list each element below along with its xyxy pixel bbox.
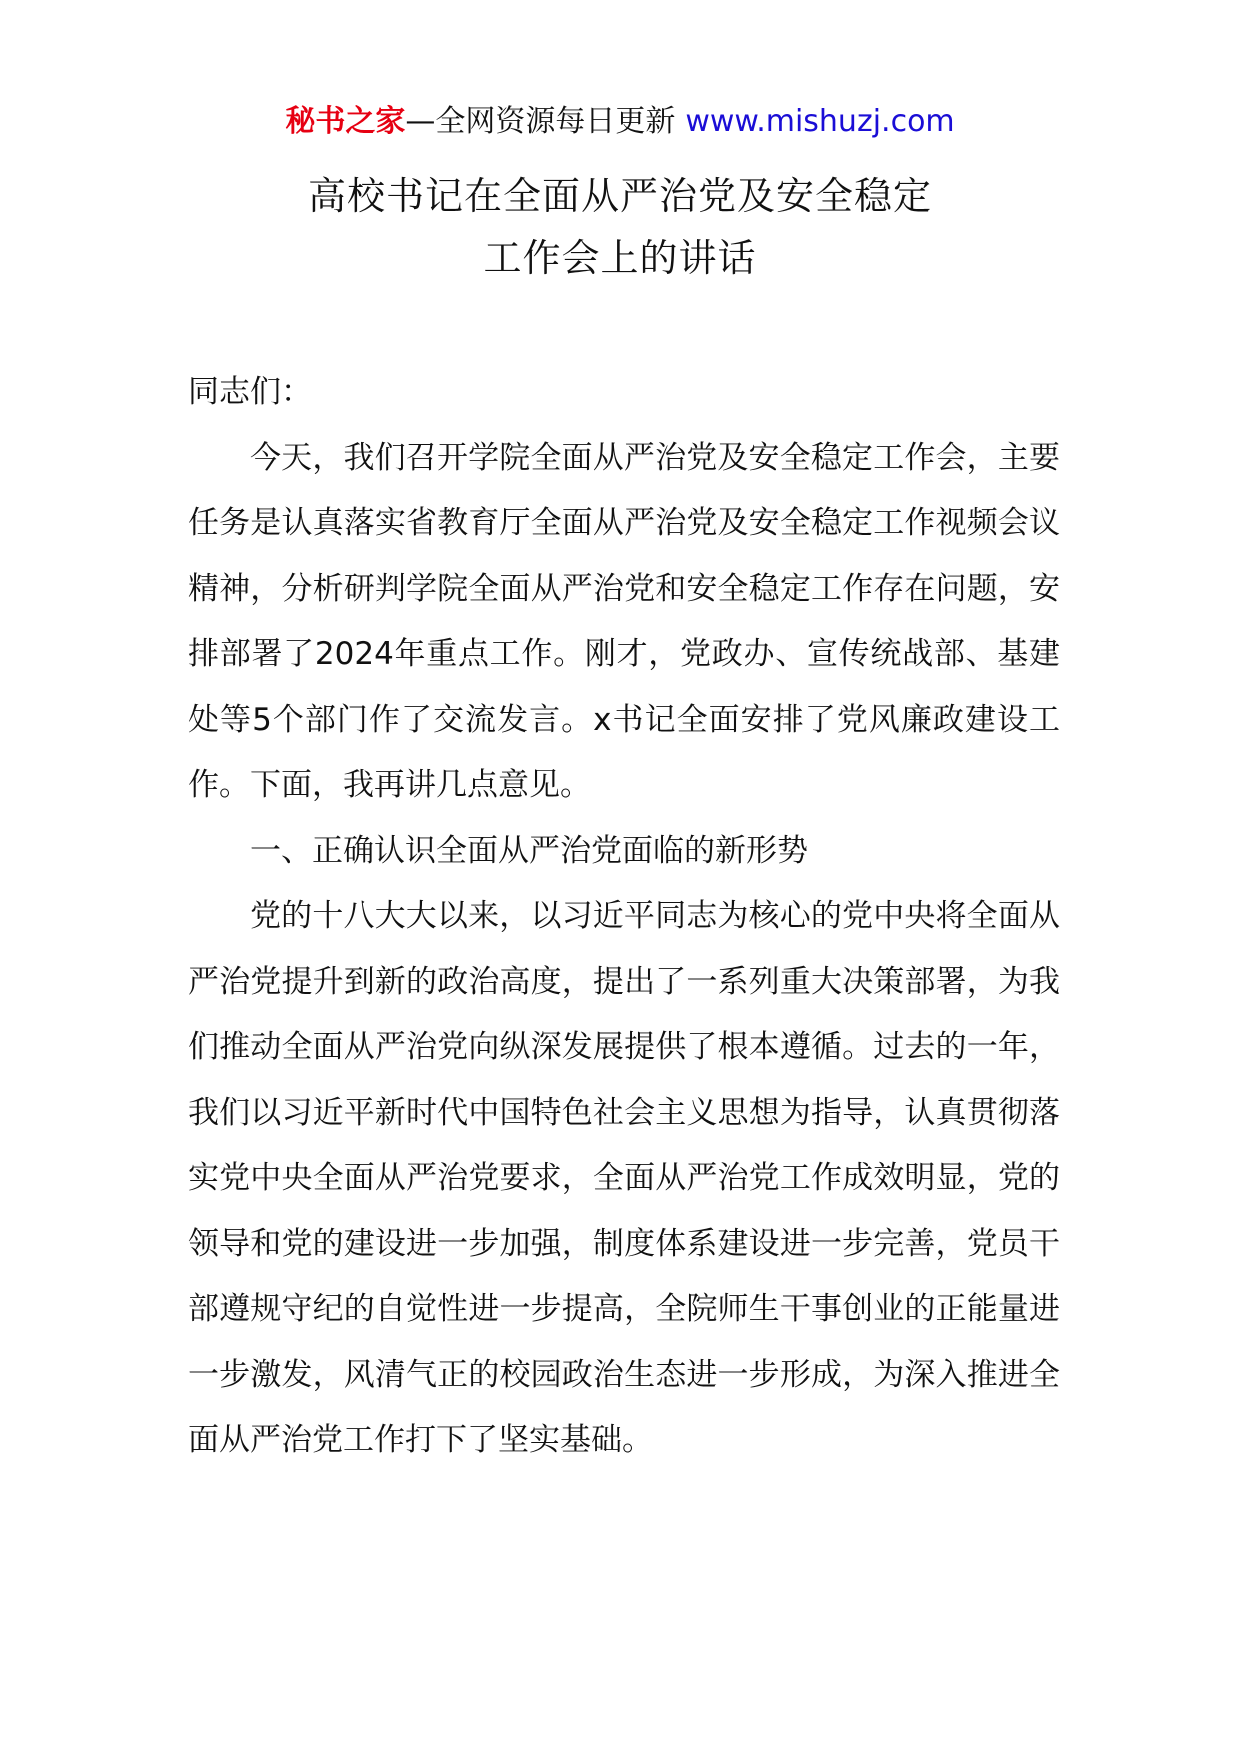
title-line-1: 高校书记在全面从严治党及安全稳定 bbox=[307, 174, 932, 218]
site-header bbox=[0, 100, 1240, 144]
site-slogan: —全网资源每日更新 bbox=[405, 104, 676, 139]
site-url-link[interactable]: www.mishuzj.com bbox=[685, 104, 955, 139]
section-heading-1: 一、正确认识全面从严治党面临的新形势 bbox=[250, 832, 808, 869]
paragraph-intro: 今天，我们召开学院全面从严治党及安全稳定工作会，主要任务是认真落实省教育厅全面从严治党及安全稳定工作视频会议精神，分析研判学院全面从严治党和安全稳定工作存在问题，安排部署了2024年重点工作。刚才，党政办、宣传统战部、基建处等5个部门作了交流发言。x书记全面安排了党风廉政建设工作。下面，我再讲几点意见。 bbox=[188, 439, 1060, 803]
document-title bbox=[0, 165, 1240, 289]
paragraph-situation: 党的十八大大以来，以习近平同志为核心的党中央将全面从严治党提升到新的政治高度，提出了一系列重大决策部署，为我们推动全面从严治党向纵深发展提供了根本遵循。过去的一年，我们以习近平新时代中国特色社会主义思想为指导，认真贯彻落实党中央全面从严治党要求，全面从严治党工作成效明显，党的领导和党的建设进一步加强，制度体系建设进一步完善，党员干部遵规守纪的自觉性进一步提高，全院师生干事创业的正能量进一步激发，风清气正的校园政治生态进一步形成，为深入推进全面从严治党工作打下了坚实基础。 bbox=[188, 898, 1060, 1458]
document-body bbox=[188, 360, 1060, 1474]
salutation: 同志们： bbox=[188, 374, 312, 410]
title-line-2: 工作会上的讲话 bbox=[483, 236, 757, 280]
site-name: 秘书之家 bbox=[285, 104, 406, 139]
